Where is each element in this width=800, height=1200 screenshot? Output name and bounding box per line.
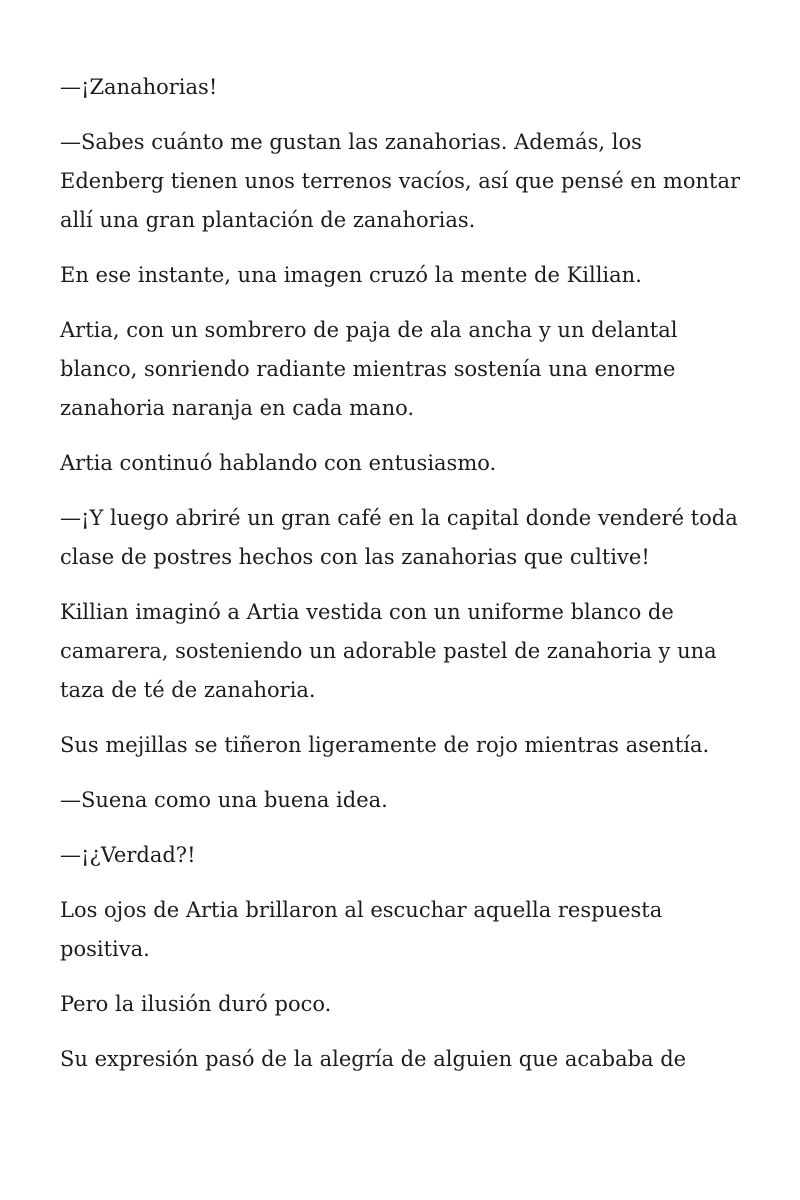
reader-page — [60, 68, 750, 1095]
paragraph: Artia continuó hablando con entusiasmo. — [60, 451, 497, 475]
paragraph: —Suena como una buena idea. — [60, 788, 388, 812]
paragraph: Sus mejillas se tiñeron ligeramente de rojo mientras asentía. — [60, 733, 710, 757]
paragraph: En ese instante, una imagen cruzó la mente de Killian. — [60, 263, 642, 287]
paragraph: Los ojos de Artia brillaron al escuchar aquella respuesta positiva. — [60, 898, 663, 961]
paragraph: —¡¿Verdad?! — [60, 843, 196, 867]
paragraph: Pero la ilusión duró poco. — [60, 992, 332, 1016]
paragraph: —¡Zanahorias! — [60, 75, 218, 99]
paragraph: Artia, con un sombrero de paja de ala ancha y un delantal blanco, sonriendo radiante mientras sostenía una enorme zanahoria naranja en cada mano. — [60, 318, 678, 420]
paragraph: Su expresión pasó de la alegría de alguien que acababa de — [60, 1047, 687, 1071]
paragraph: —Sabes cuánto me gustan las zanahorias. Además, los Edenberg tienen unos terrenos vacíos, así que pensé en montar allí una gran plantación de zanahorias. — [60, 130, 740, 232]
paragraph: Killian imaginó a Artia vestida con un uniforme blanco de camarera, sosteniendo un adorable pastel de zanahoria y una taza de té de zanahoria. — [60, 600, 717, 702]
paragraph: —¡Y luego abriré un gran café en la capital donde venderé toda clase de postres hechos con las zanahorias que cultive! — [60, 506, 738, 569]
